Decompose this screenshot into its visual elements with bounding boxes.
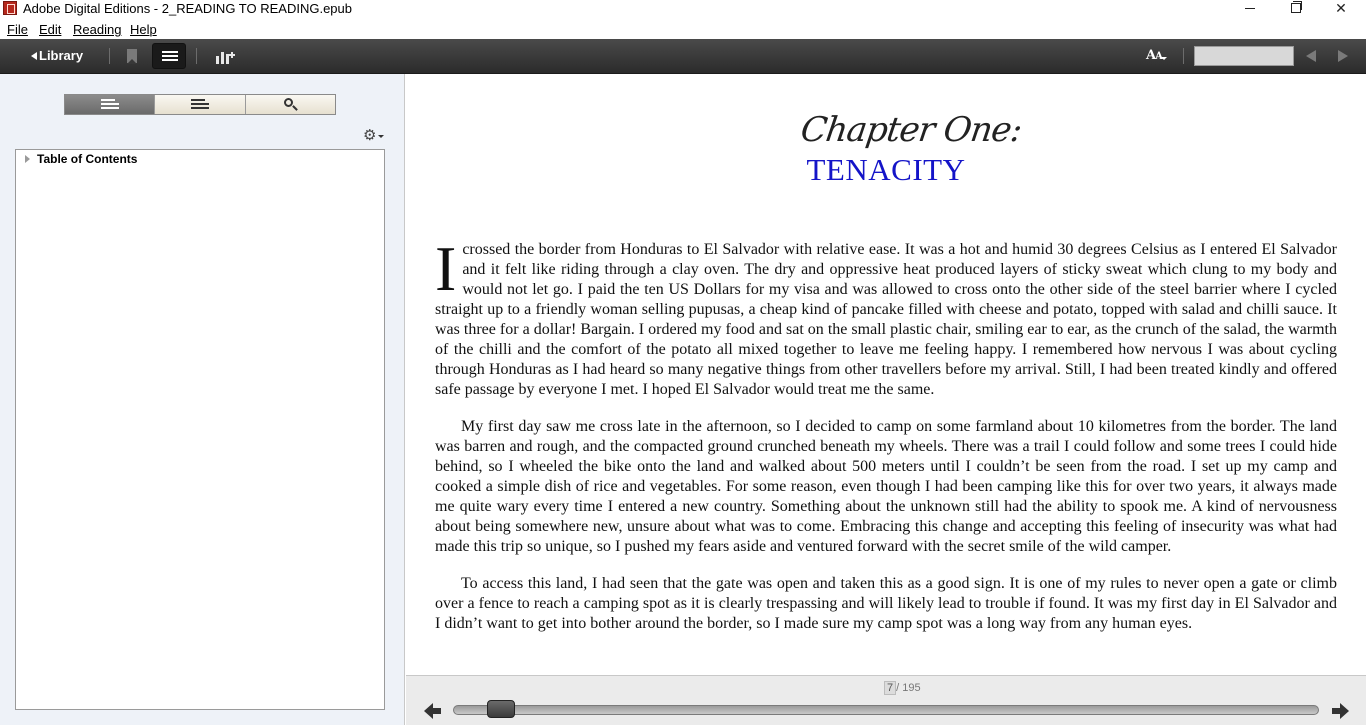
library-label: Library xyxy=(39,48,84,63)
sidebar-view-switcher xyxy=(64,94,336,115)
next-page-icon[interactable] xyxy=(1331,703,1349,719)
library-button[interactable] xyxy=(26,46,83,66)
toc-tree xyxy=(15,149,385,710)
back-arrow-icon xyxy=(31,52,37,60)
page-slider-track[interactable] xyxy=(453,705,1319,715)
minimize-button[interactable] xyxy=(1227,0,1273,19)
next-result-icon[interactable] xyxy=(1338,50,1348,62)
search-input[interactable] xyxy=(1194,46,1294,66)
add-bookshelf-icon[interactable] xyxy=(216,48,234,64)
previous-result-icon[interactable] xyxy=(1306,50,1316,62)
maximize-button[interactable] xyxy=(1272,0,1318,19)
sidebar xyxy=(0,74,405,725)
chapter-title: TENACITY xyxy=(806,152,966,187)
tab-bookmarks[interactable] xyxy=(155,95,245,114)
font-size-small-label: A xyxy=(1155,51,1162,62)
toolbar-divider xyxy=(196,48,197,64)
toolbar-divider xyxy=(1183,48,1184,64)
menu-help[interactable]: Help xyxy=(130,22,157,37)
bookmark-icon[interactable] xyxy=(127,49,137,63)
paragraph-text: crossed the border from Honduras to El Salvador with relative ease. It was a hot and humid 30 degrees Celsius as I entered El Salvador and it felt like riding through a clay oven. The dry and oppressive heat produced layers of sticky sweat which clung to my body and would not let go. I paid the ten US Dollars for my visa and was allowed to cross onto the other side of the steel barrier where I cycled straight up to a friendly woman selling pupusas, a cheap kind of pancake filled with cheese and potato, topped with salad and chilli sauce. It was three for a dollar! Bargain. I ordered my food and sat on the small plastic chair, smiling ear to ear, as the crunch of the salad, the warmth of the chilli and the comfort of the potato all mixed together to leave me feeling happy. I remembered how nervous I was about cycling through Honduras as I had heard so many negative things from other travellers before my arrival. Still, I had been treated kindly and offered safe passage by everyone I met. I hoped El Salvador would treat me the same. xyxy=(435,241,1337,398)
toc-list-icon xyxy=(101,99,119,110)
toolbar-divider xyxy=(109,48,110,64)
gear-icon[interactable]: ⚙ xyxy=(363,126,377,144)
toolbar xyxy=(0,39,1366,74)
paragraph: My first day saw me cross late in the afternoon, so I decided to camp on some farmland about 10 kilometres from the border. The land was barren and rough, and the compacted ground crunched beneath my wheels. There was a trail I could follow and some trees I could hide behind, so I wheeled the bike onto the land and walked about 500 meters until I couldn’t be seen from the road. I set up my camp and cooked a simple dish of rice and vegetables. For some reason, even though I had been camping like this for over two years, it always made me quite wary every time I entered a new country. Something about the unknown still had the ability to spook me. A kind of nervousness about being somewhere new, unsure about what was to come. Embracing this change and accepting this feeling of insecurity was what had made this trip so unique, so I pushed my fears aside and ventured forward with the secret smile of the wild camper. xyxy=(435,418,1337,555)
menu-file[interactable]: File xyxy=(7,22,28,37)
drop-cap: I xyxy=(435,233,457,304)
menu-bar xyxy=(0,19,1366,39)
app-icon xyxy=(3,1,17,15)
tab-search[interactable] xyxy=(246,95,335,114)
tab-table-of-contents[interactable] xyxy=(65,95,155,114)
page-indicator xyxy=(884,681,921,696)
toc-panel-toggle-button[interactable] xyxy=(152,43,186,69)
menu-edit[interactable]: Edit xyxy=(39,22,62,37)
font-size-button[interactable] xyxy=(1146,48,1162,63)
bookmarks-list-icon xyxy=(191,99,209,110)
menu-reading[interactable]: Reading xyxy=(73,22,122,37)
search-icon xyxy=(284,98,293,107)
close-button[interactable]: ✕ xyxy=(1335,0,1347,16)
list-icon-line xyxy=(162,55,178,57)
current-page-input[interactable]: 7 xyxy=(884,681,896,695)
paragraph: To access this land, I had seen that the gate was open and taken this as a good sign. It is one of my rules to never open a gate or climb over a fence to reach a camping spot as it is clearly trespassing and will likely lead to trouble if found. It was my first day in El Salvador and I didn’t want to get into bother around the border, so I made sure my camp spot was a long way from any human eyes. xyxy=(435,575,1337,632)
reading-pane xyxy=(406,74,1366,675)
font-size-large-label: A xyxy=(1146,48,1156,63)
list-icon-line xyxy=(162,59,178,61)
toc-root-item[interactable]: Table of Contents xyxy=(37,152,138,166)
chapter-heading: Chapter One: xyxy=(798,110,1024,150)
chapter-body xyxy=(435,233,1337,651)
previous-page-icon[interactable] xyxy=(424,703,442,719)
paragraph xyxy=(435,233,1337,400)
expand-arrow-icon[interactable] xyxy=(25,155,30,163)
window-title: Adobe Digital Editions - 2_READING TO READING.epub xyxy=(23,1,352,16)
list-icon xyxy=(162,51,178,53)
page-navigation-bar xyxy=(406,675,1366,725)
title-bar xyxy=(0,0,1366,19)
total-pages: / 195 xyxy=(896,682,921,694)
page-slider-thumb[interactable] xyxy=(487,700,515,718)
